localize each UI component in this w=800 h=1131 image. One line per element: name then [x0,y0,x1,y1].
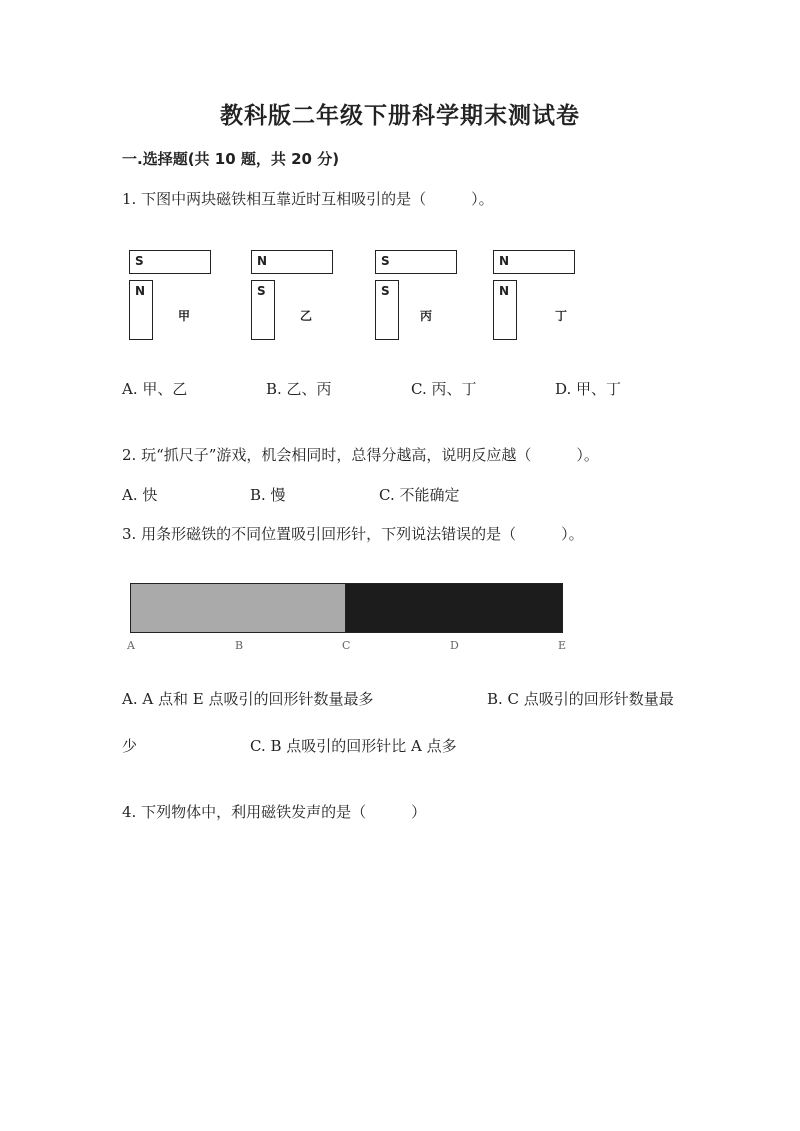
pole-label: N [499,284,510,298]
horizontal-magnet [251,250,333,274]
bar-point-label: B [235,639,244,652]
magnet-pair-label: 乙 [300,309,313,323]
vertical-magnet [251,280,275,340]
bar-magnet-left-half [130,583,346,633]
pole-label: S [381,254,390,268]
pole-label: N [499,254,510,268]
section-heading: 一.选择题(共 10 题，共 20 分) [122,150,340,168]
bar-point-label: E [558,639,567,652]
q3-option-b[interactable]: B. C 点吸引的回形针数量最 [487,690,674,708]
q1-option-b[interactable]: B. 乙、丙 [266,380,332,398]
vertical-magnet [493,280,517,340]
pole-label: S [381,284,390,298]
q3-option-a[interactable]: A. A 点和 E 点吸引的回形针数量最多 [122,690,374,708]
q2-option-b[interactable]: B. 慢 [250,486,286,504]
q1-option-a[interactable]: A. 甲、乙 [122,380,188,398]
q1-option-d[interactable]: D. 甲、丁 [555,380,622,398]
horizontal-magnet [493,250,575,274]
q3-option-b-continued[interactable]: 少 [122,737,138,755]
pole-label: S [135,254,144,268]
bar-magnet-right-half [345,583,563,633]
page-title: 教科版二年级下册科学期末测试卷 [220,102,580,129]
question-3-text: 3. 用条形磁铁的不同位置吸引回形针，下列说法错误的是（ ）。 [122,525,584,543]
pole-label: N [135,284,146,298]
question-1-text: 1. 下图中两块磁铁相互靠近时互相吸引的是（ ）。 [122,190,494,208]
magnet-pair-label: 丁 [555,309,568,323]
magnet-pair-label: 甲 [178,309,191,323]
question-4-text: 4. 下列物体中，利用磁铁发声的是（ ） [122,803,427,821]
q3-option-c[interactable]: C. B 点吸引的回形针比 A 点多 [250,737,457,755]
pole-label: S [257,284,266,298]
bar-point-label: D [450,639,459,652]
pole-label: N [257,254,268,268]
horizontal-magnet [129,250,211,274]
vertical-magnet [375,280,399,340]
q1-option-c[interactable]: C. 丙、丁 [411,380,477,398]
horizontal-magnet [375,250,457,274]
q2-option-c[interactable]: C. 不能确定 [379,486,460,504]
magnet-pair-label: 丙 [420,309,433,323]
bar-point-label: A [127,639,135,652]
bar-point-label: C [342,639,351,652]
q2-option-a[interactable]: A. 快 [122,486,158,504]
vertical-magnet [129,280,153,340]
question-2-text: 2. 玩“抓尺子”游戏，机会相同时，总得分越高，说明反应越（ ）。 [122,446,599,464]
